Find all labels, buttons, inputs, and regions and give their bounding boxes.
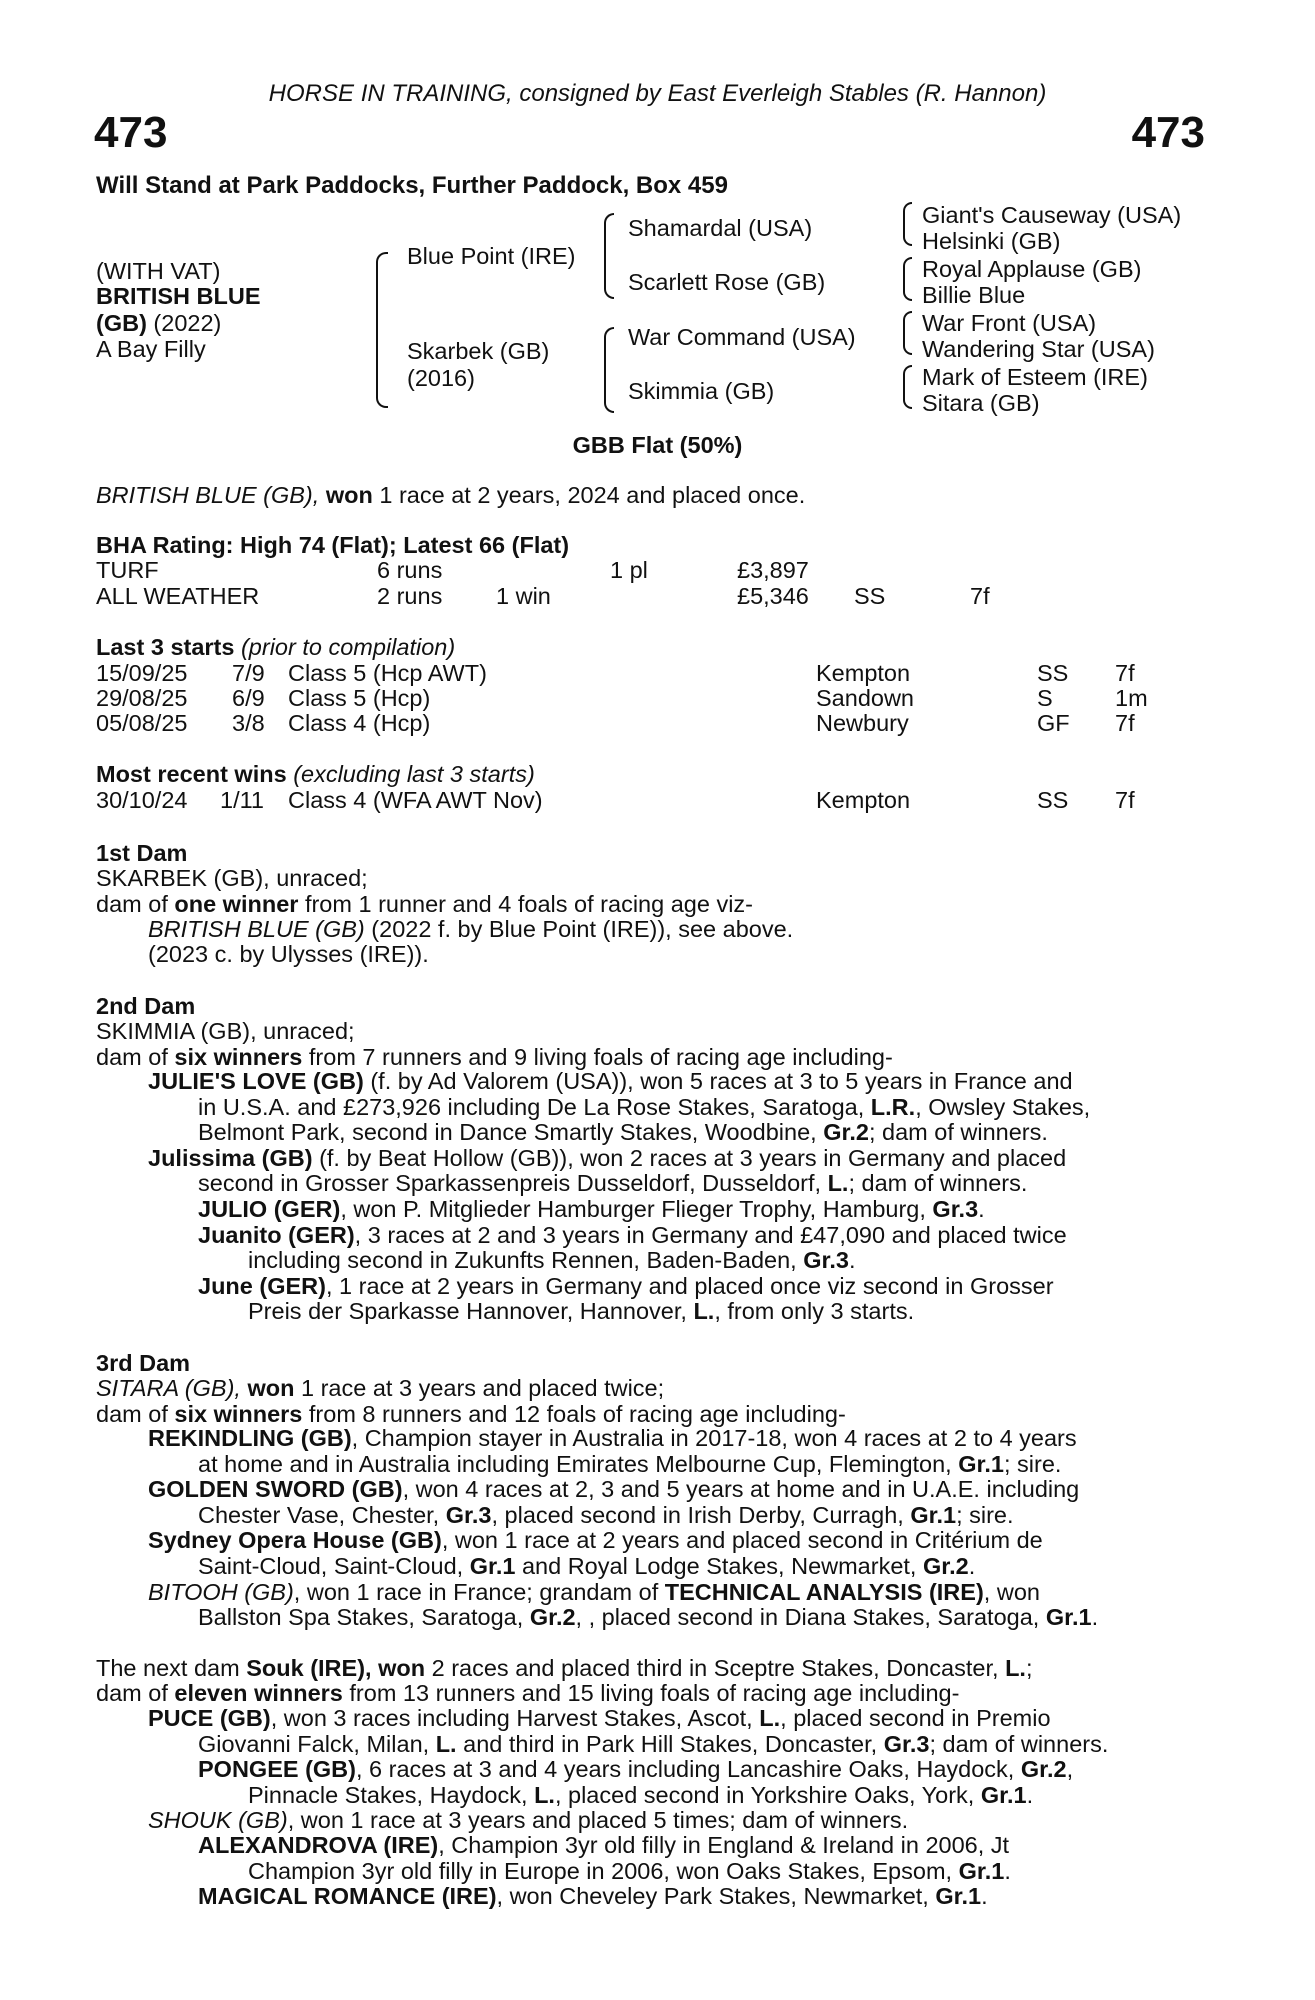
pedigree-g3: Royal Applause (GB) — [922, 256, 1142, 282]
nextdam-line: The next dam Souk (IRE), won 2 races and placed third in Sceptre Stakes, Doncaster, L.; — [96, 1655, 1033, 1681]
pedigree-g5: War Front (USA) — [922, 310, 1097, 336]
pedigree-brace-g4 — [903, 365, 912, 409]
last3-title: Last 3 starts (prior to compilation) — [96, 634, 456, 660]
dam2-entry: JULIE'S LOVE (GB) (f. by Ad Valorem (USA)), won 5 races at 3 to 5 years in France and in U.S.A. and £273,926 including De La Rose Stakes, Saratoga, L.R., Owsley Stakes, Belmont Park, second in Dance Smartly Stakes, Woodbine, Gr.2; dam of winners. Julissima (GB) (f. by Beat Hollow (GB)), won 2 races at 3 years in Germany and placed second in Grosser Sparkassenpreis Dusseldorf, Dusseldorf, L.; dam of winners. — [148, 1068, 1091, 1197]
rating-row: ALL WEATHER 2 runs 1 win £5,346 SS 7f — [96, 583, 990, 609]
rating-title: BHA Rating: High 74 (Flat); Latest 66 (Flat) — [96, 532, 570, 558]
pedigree-sire-sire: Shamardal (USA) — [628, 215, 813, 241]
pedigree-brace-main — [376, 252, 388, 408]
pedigree-sire-dam: Scarlett Rose (GB) — [628, 269, 826, 295]
rating-row: TURF 6 runs 1 pl £3,897 — [96, 557, 809, 583]
pedigree-dam-dam: Skimmia (GB) — [628, 378, 775, 404]
pedigree-dam: Skarbek (GB) — [407, 338, 550, 364]
last3-row: 15/09/25 7/9 Class 5 (Hcp AWT) Kempton SS 7f — [96, 660, 1135, 686]
dam2-entry: JULIO (GER), won P. Mitglieder Hamburger Flieger Trophy, Hamburg, Gr.3. Juanito (GER), 3 races at 2 and 3 years in Germany and £47,090 and placed twice including second in Zukunfts Rennen, Baden-Baden, Gr.3. June (GER), 1 race at 2 years in Germany and placed once viz second in Grosser Preis der Sparkasse Hannover, Hannover, L., from only 3 starts. — [198, 1196, 1067, 1325]
dam3-entry: REKINDLING (GB), Champion stayer in Australia in 2017-18, won 4 races at 2 to 4 years at home and in Australia including Emirates Melbourne Cup, Flemington, Gr.1; sire. GOLDEN SWORD (GB), won 4 races at 2, 3 and 5 years at home and in U.A.E. including Chester Vase, Chester, Gr.3, placed second in Irish Derby, Curragh, Gr.1; sire. Sydney Opera House (GB), won 1 race at 2 years and placed second in Critérium de Saint-Cloud, Saint-Cloud, Gr.1 and Royal Lodge Stakes, Newmarket, Gr.2. BITOOH (GB), won 1 race in France; grandam of TECHNICAL ANALYSIS (IRE), won Ballston Spa Stakes, Saratoga, Gr.2, , placed second in Diana Stakes, Saratoga, Gr.1. — [148, 1425, 1099, 1631]
gbb-label: GBB Flat (50%) — [572, 432, 743, 458]
pedigree-g2: Helsinki (GB) — [922, 228, 1061, 254]
dam3-line: dam of six winners from 8 runners and 12 foals of racing age including- — [96, 1401, 846, 1427]
horse-name: BRITISH BLUE — [96, 283, 261, 309]
dam2-line: dam of six winners from 7 runners and 9 living foals of racing age including- — [96, 1044, 893, 1070]
nextdam-entry: SHOUK (GB), won 1 race at 3 years and placed 5 times; dam of winners. — [148, 1807, 909, 1833]
horse-description: A Bay Filly — [96, 336, 206, 362]
horse-origin: (GB) (2022) — [96, 310, 222, 336]
nextdam-entry: ALEXANDROVA (IRE), Champion 3yr old filly in England & Ireland in 2006, Jt Champion 3yr old filly in Europe in 2006, won Oaks Stakes, Epsom, Gr.1. MAGICAL ROMANCE (IRE), won Cheveley Park Stakes, Newmarket, Gr.1. — [198, 1832, 1011, 1910]
page-header: HORSE IN TRAINING, consigned by East Everleigh Stables (R. Hannon) — [268, 80, 1047, 107]
nextdam-entry: PUCE (GB), won 3 races including Harvest Stakes, Ascot, L., placed second in Premio Giovanni Falck, Milan, L. and third in Park Hill Stakes, Doncaster, Gr.3; dam of winners. — [148, 1705, 1109, 1757]
recent-wins-title: Most recent wins (excluding last 3 starts) — [96, 761, 535, 787]
dam1-progeny: (2023 c. by Ulysses (IRE)). — [148, 941, 429, 967]
pedigree-brace-g3 — [903, 311, 912, 355]
pedigree-g1: Giant's Causeway (USA) — [922, 202, 1182, 228]
dam2-line: SKIMMIA (GB), unraced; — [96, 1018, 355, 1044]
pedigree-dam-sire: War Command (USA) — [628, 324, 856, 350]
last3-row: 29/08/25 6/9 Class 5 (Hcp) Sandown S 1m — [96, 685, 1148, 711]
nextdam-entry: PONGEE (GB), 6 races at 3 and 4 years including Lancashire Oaks, Haydock, Gr.2, Pinnacle Stakes, Haydock, L., placed second in Yorkshire Oaks, York, Gr.1. — [198, 1756, 1074, 1808]
pedigree-brace-g1 — [903, 202, 912, 246]
lot-number-right: 473 — [1131, 108, 1205, 157]
dam1-progeny: BRITISH BLUE (GB) (2022 f. by Blue Point (IRE)), see above. — [148, 916, 794, 942]
dam3-title: 3rd Dam — [96, 1350, 191, 1376]
nextdam-line: dam of eleven winners from 13 runners and 15 living foals of racing age including- — [96, 1680, 960, 1706]
pedigree-brace-sire — [604, 213, 614, 299]
pedigree-g4: Billie Blue — [922, 282, 1026, 308]
pedigree-brace-g2 — [903, 257, 912, 301]
pedigree-g7: Mark of Esteem (IRE) — [922, 364, 1148, 390]
stand-location: Will Stand at Park Paddocks, Further Paddock, Box 459 — [96, 172, 728, 199]
dam1-line: dam of one winner from 1 runner and 4 foals of racing age viz- — [96, 891, 753, 917]
dam2-title: 2nd Dam — [96, 993, 196, 1019]
dam3-line: SITARA (GB), won 1 race at 3 years and placed twice; — [96, 1375, 665, 1401]
dam1-title: 1st Dam — [96, 840, 188, 866]
recent-wins-row: 30/10/24 1/11 Class 4 (WFA AWT Nov) Kempton SS 7f — [96, 787, 1135, 813]
vat-note: (WITH VAT) — [96, 258, 221, 284]
race-summary: BRITISH BLUE (GB), won 1 race at 2 years, 2024 and placed once. — [96, 482, 806, 508]
pedigree-sire: Blue Point (IRE) — [407, 243, 576, 269]
lot-number-left: 473 — [94, 108, 168, 157]
pedigree-dam-year: (2016) — [407, 365, 475, 391]
pedigree-g6: Wandering Star (USA) — [922, 336, 1155, 362]
pedigree-g8: Sitara (GB) — [922, 390, 1040, 416]
pedigree-brace-dam — [604, 327, 614, 413]
dam1-line: SKARBEK (GB), unraced; — [96, 865, 368, 891]
last3-row: 05/08/25 3/8 Class 4 (Hcp) Newbury GF 7f — [96, 710, 1135, 736]
